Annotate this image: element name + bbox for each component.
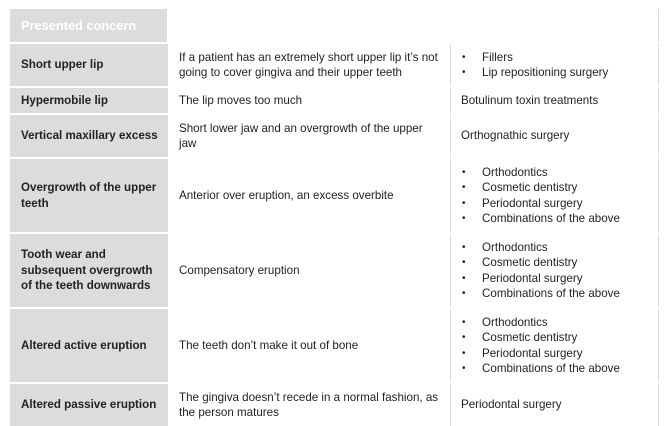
treatment-item: • Orthodontics xyxy=(461,315,620,331)
treatment-list xyxy=(461,240,620,302)
row-explained: If a patient has an extremely short upper lip it’s not going to cover gingiva and their upper teeth xyxy=(167,44,450,86)
row-concern: Overgrowth of the upper teeth xyxy=(10,159,167,232)
row-concern: Short upper lip xyxy=(10,44,167,86)
treatment-item: • Lip repositioning surgery xyxy=(461,65,608,81)
treatment-item: • Cosmetic dentistry xyxy=(461,330,620,346)
row-treatment-text: Periodontal surgery xyxy=(450,384,659,426)
row-explained: Short lower jaw and an overgrowth of the upper jaw xyxy=(167,115,450,157)
row-concern: Vertical maxillary excess xyxy=(10,115,167,157)
treatment-item: • Periodontal surgery xyxy=(461,271,620,287)
treatment-list xyxy=(461,315,620,377)
row-treatments xyxy=(450,159,659,232)
row-concern: Altered passive eruption xyxy=(10,384,167,426)
treatment-list xyxy=(461,165,620,227)
treatment-item: • Cosmetic dentistry xyxy=(461,255,620,271)
treatment-item: • Combinations of the above xyxy=(461,211,620,227)
row-explained: The teeth don’t make it out of bone xyxy=(167,309,450,382)
treatment-item: • Combinations of the above xyxy=(461,361,620,377)
row-concern: Hypermobile lip xyxy=(10,88,167,113)
treatment-item: • Fillers xyxy=(461,50,608,66)
treatment-list xyxy=(461,50,608,81)
row-concern: Altered active eruption xyxy=(10,309,167,382)
treatment-item: • Orthodontics xyxy=(461,165,620,181)
header-presented-concern: Presented concern xyxy=(10,9,167,42)
row-treatments xyxy=(450,309,659,382)
treatment-item: • Periodontal surgery xyxy=(461,196,620,212)
row-explained: Compensatory eruption xyxy=(167,234,450,307)
row-treatments xyxy=(450,234,659,307)
header-treatment-methods: Possible treatment methods xyxy=(450,9,659,42)
row-explained: Anterior over eruption, an excess overbite xyxy=(167,159,450,232)
header-concern-explained: Concern explained xyxy=(167,9,450,42)
row-explained: The gingiva doesn’t recede in a normal fashion, as the person matures xyxy=(167,384,450,426)
treatment-table xyxy=(10,9,659,426)
treatment-item: • Combinations of the above xyxy=(461,286,620,302)
row-treatments xyxy=(450,44,659,86)
row-explained: The lip moves too much xyxy=(167,88,450,113)
row-treatment-text: Botulinum toxin treatments xyxy=(450,88,659,113)
treatment-item: • Periodontal surgery xyxy=(461,346,620,362)
row-concern: Tooth wear and subsequent overgrowth of the teeth downwards xyxy=(10,234,167,307)
treatment-item: • Cosmetic dentistry xyxy=(461,180,620,196)
treatment-item: • Orthodontics xyxy=(461,240,620,256)
row-treatment-text: Orthognathic surgery xyxy=(450,115,659,157)
